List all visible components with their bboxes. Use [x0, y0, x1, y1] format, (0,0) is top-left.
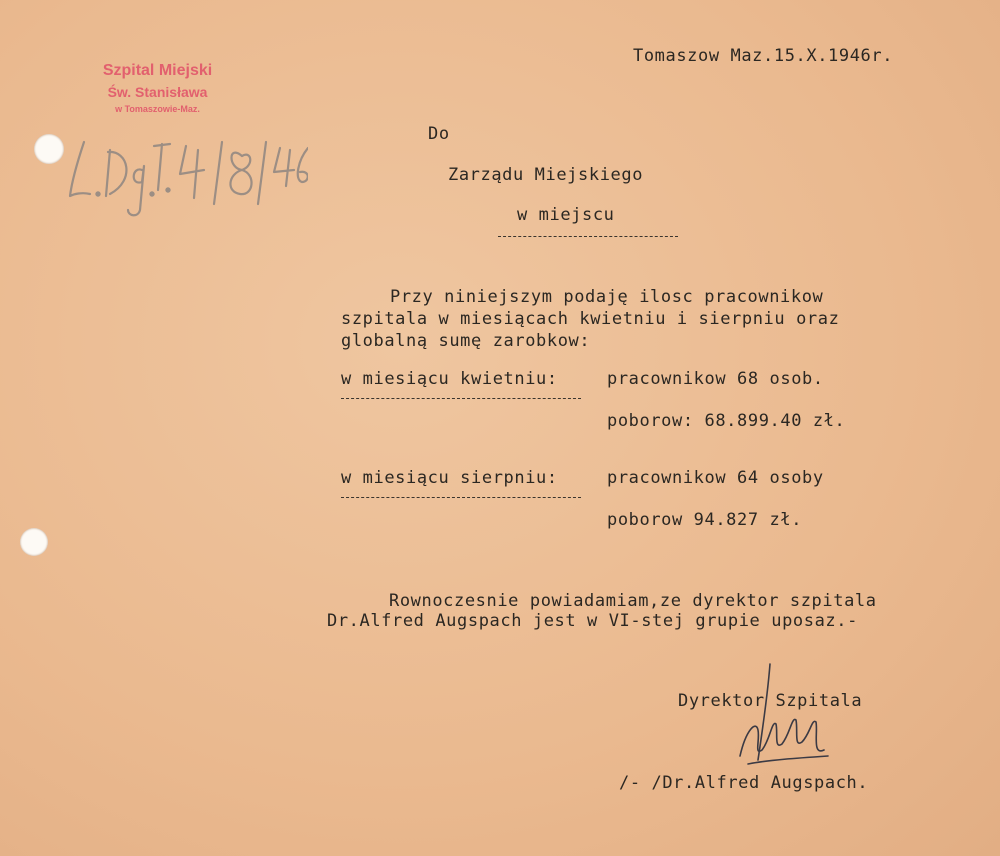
- intro-line-1: Przy niniejszym podaję ilosc pracownikow: [390, 287, 824, 307]
- addressee-underline: [498, 236, 678, 237]
- august-workers: pracownikow 64 osoby: [607, 468, 824, 488]
- signature-name: /- /Dr.Alfred Augspach.: [619, 773, 869, 793]
- april-label: w miesiącu kwietniu:: [341, 369, 558, 389]
- stamp-line-2: Św. Stanisława: [107, 84, 208, 100]
- closing-line-2: Dr.Alfred Augspach jest w VI-stej grupie uposaz.-: [327, 611, 858, 631]
- place-date: Tomaszow Maz.15.X.1946r.: [633, 46, 894, 66]
- stamp-line-1: Szpital Miejski: [102, 62, 213, 79]
- handwritten-signature: [728, 660, 838, 780]
- addressee-prefix: Do: [428, 124, 450, 144]
- august-wages: poborow 94.827 zł.: [607, 510, 803, 530]
- closing-line-1: Rownoczesnie powiadamiam,ze dyrektor szpitala: [389, 591, 877, 611]
- pencil-annotation: [58, 120, 308, 230]
- stamp-line-3: w Tomaszowie-Maz.: [115, 104, 200, 114]
- addressee-name: Zarządu Miejskiego: [448, 165, 644, 185]
- april-workers: pracownikow 68 osob.: [607, 369, 824, 389]
- signature-title: Dyrektor Szpitala: [678, 691, 863, 711]
- april-wages: poborow: 68.899.40 zł.: [607, 411, 846, 431]
- april-label-underline: [341, 398, 581, 399]
- addressee-place: w miejscu: [517, 205, 615, 225]
- august-label-underline: [341, 497, 581, 498]
- punch-hole-bottom: [20, 528, 48, 556]
- intro-line-3: globalną sumę zarobkow:: [341, 331, 591, 351]
- august-label: w miesiącu sierpniu:: [341, 468, 558, 488]
- intro-line-2: szpitala w miesiącach kwietniu i sierpniu oraz: [341, 309, 840, 329]
